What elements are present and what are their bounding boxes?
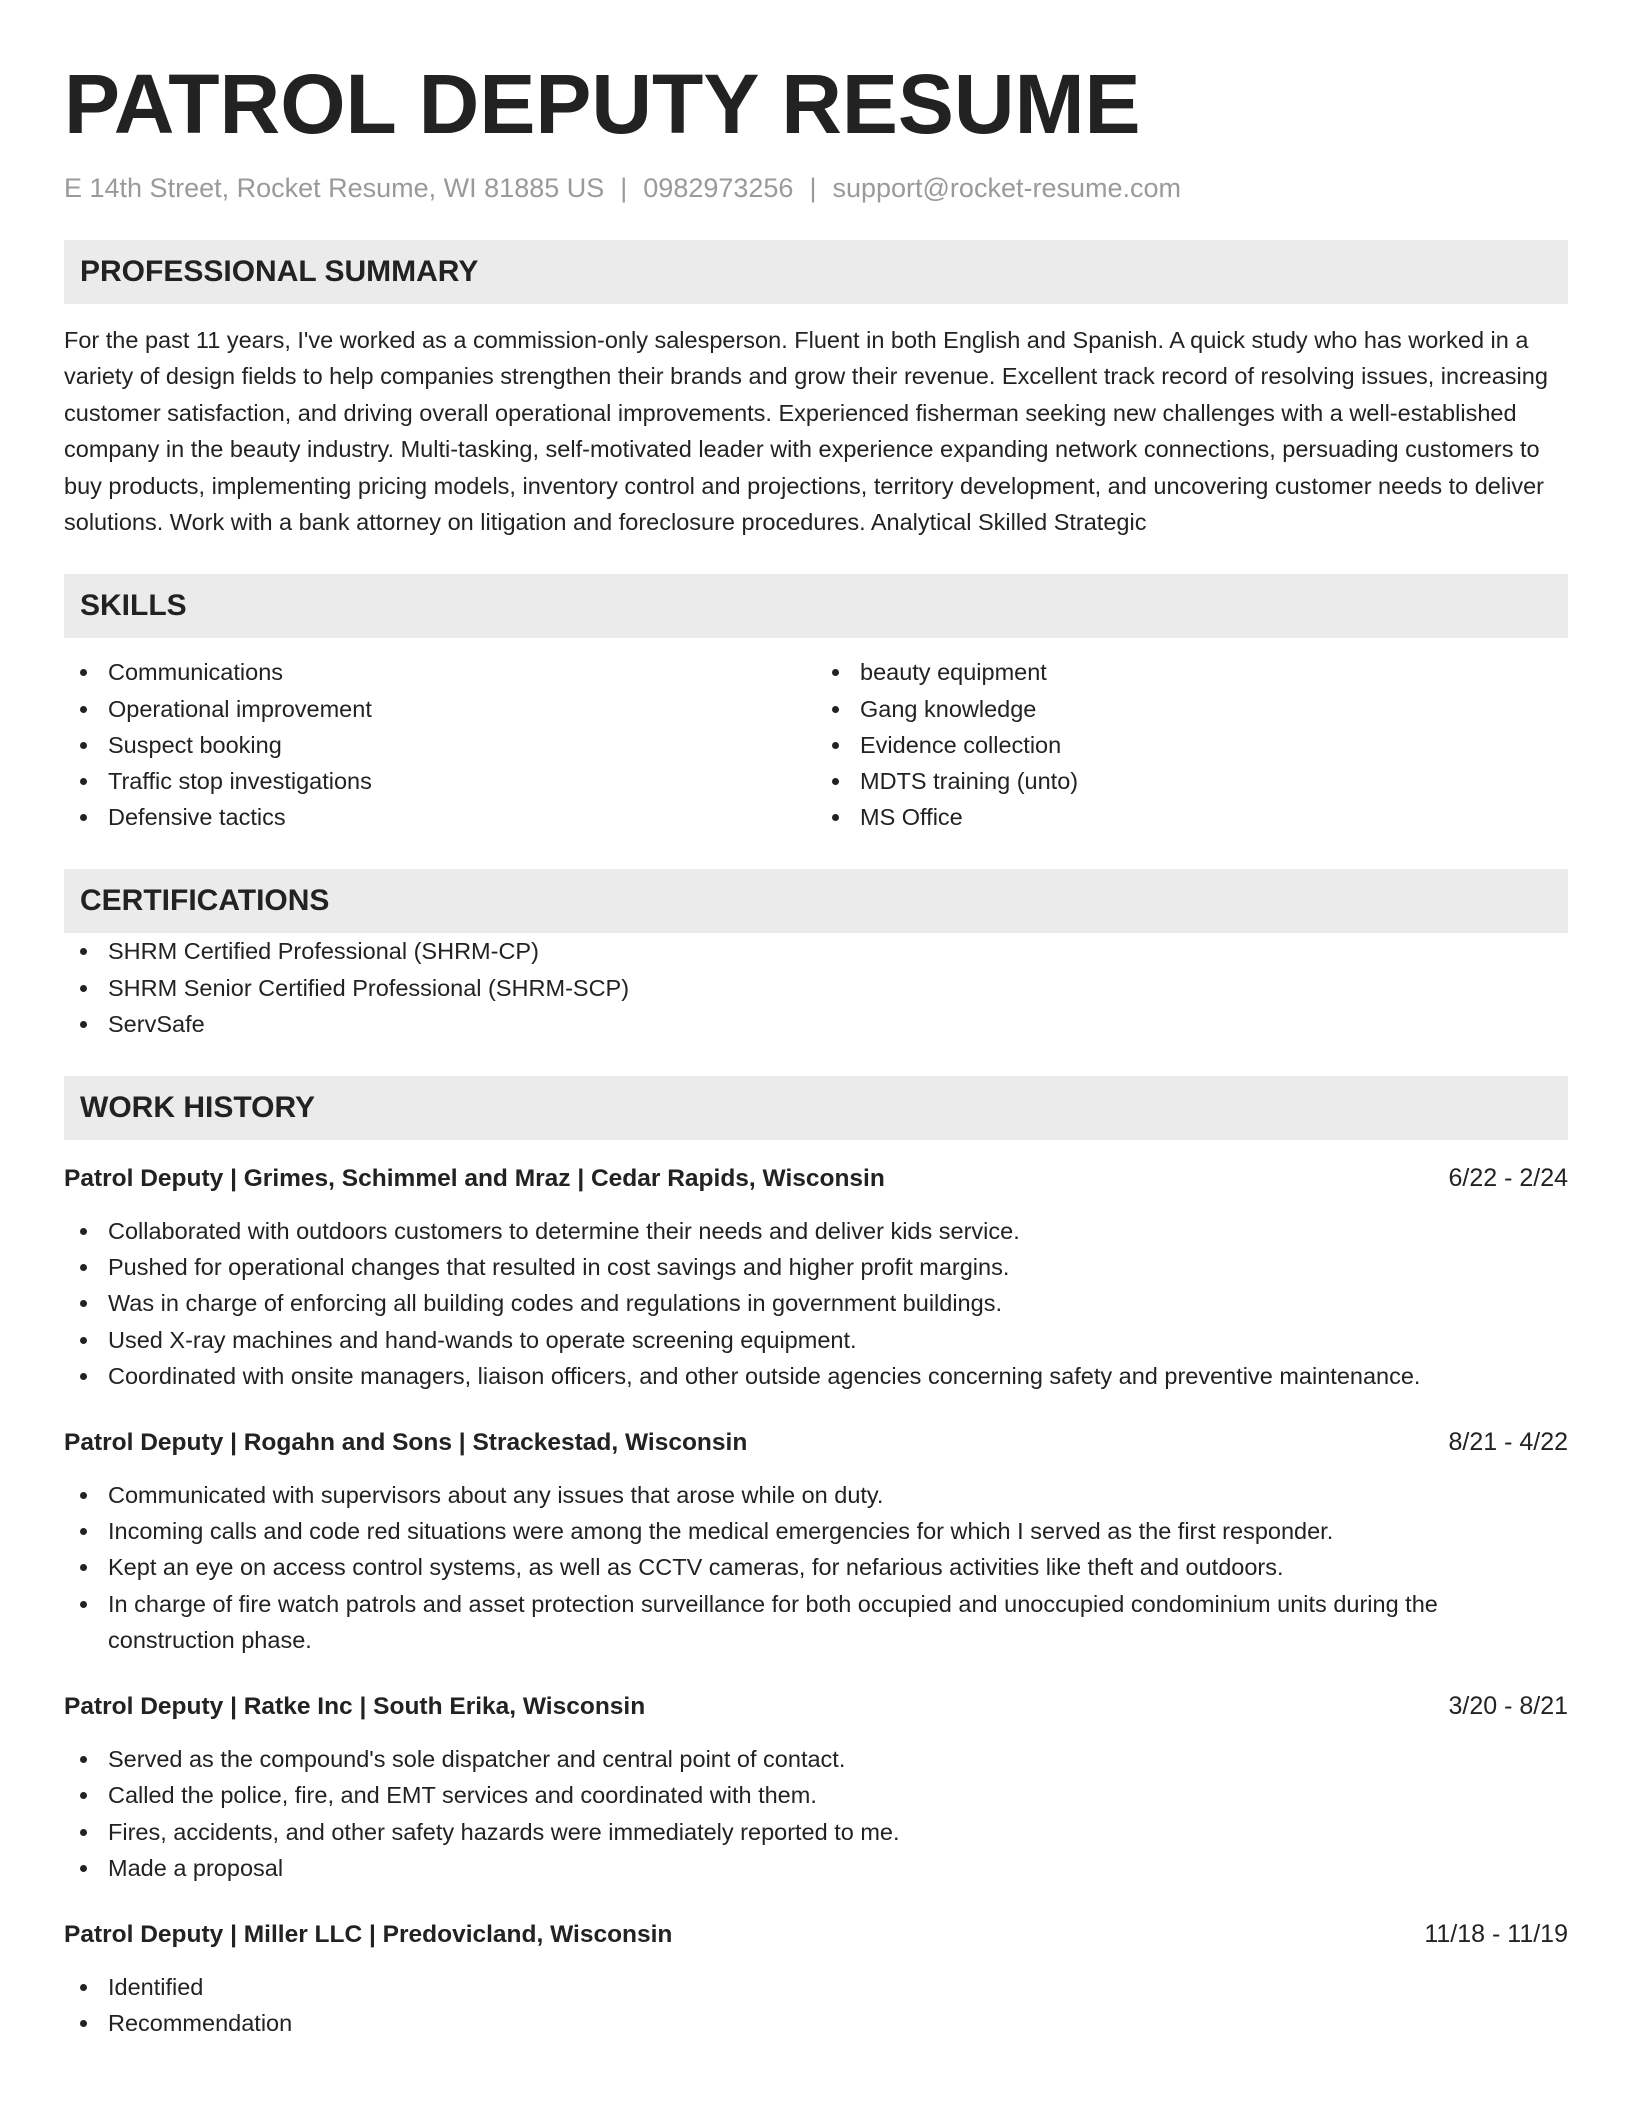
- skill-item: Defensive tactics: [64, 799, 816, 835]
- skills-list-right: [816, 654, 1568, 835]
- certification-item: ServSafe: [64, 1006, 1568, 1042]
- job-duties: [64, 1213, 1568, 1394]
- job-heading: Patrol Deputy | Grimes, Schimmel and Mraz | Cedar Rapids, Wisconsin: [64, 1165, 885, 1193]
- job-duty: Fires, accidents, and other safety hazards were immediately reported to me.: [64, 1814, 1568, 1850]
- work-history-list: [64, 1160, 1568, 2041]
- certification-item: SHRM Senior Certified Professional (SHRM-SCP): [64, 970, 1568, 1006]
- job-dates: 3/20 - 8/21: [1448, 1692, 1568, 1721]
- job-duty: Was in charge of enforcing all building codes and regulations in government buildings.: [64, 1285, 1568, 1321]
- job-dates: 6/22 - 2/24: [1448, 1164, 1568, 1193]
- job-duty: Recommendation: [64, 2005, 1568, 2041]
- skill-item: beauty equipment: [816, 654, 1568, 690]
- job-duty: Pushed for operational changes that resulted in cost savings and higher profit margins.: [64, 1249, 1568, 1285]
- job-heading: Patrol Deputy | Ratke Inc | South Erika, Wisconsin: [64, 1693, 646, 1721]
- skill-item: Operational improvement: [64, 691, 816, 727]
- job-entry: [64, 1916, 1568, 2041]
- job-entry: [64, 1424, 1568, 1658]
- job-duty: Communicated with supervisors about any issues that arose while on duty.: [64, 1477, 1568, 1513]
- certifications-list: [64, 933, 1568, 1042]
- job-header: [64, 1160, 1568, 1197]
- job-duty: Identified: [64, 1969, 1568, 2005]
- job-duty: Collaborated with outdoors customers to determine their needs and deliver kids service.: [64, 1213, 1568, 1249]
- job-heading: Patrol Deputy | Rogahn and Sons | Strackestad, Wisconsin: [64, 1429, 748, 1457]
- contact-line: [64, 170, 1568, 206]
- section-header-skills: SKILLS: [64, 574, 1568, 638]
- contact-separator: |: [809, 173, 817, 203]
- job-duty: Coordinated with onsite managers, liaison officers, and other outside agencies concerning safety and preventive maintenance.: [64, 1358, 1568, 1394]
- job-duty: Incoming calls and code red situations were among the medical emergencies for which I served as the first responder.: [64, 1513, 1568, 1549]
- skill-item: Evidence collection: [816, 727, 1568, 763]
- section-header-certifications: CERTIFICATIONS: [64, 869, 1568, 933]
- job-duty: Served as the compound's sole dispatcher and central point of contact.: [64, 1741, 1568, 1777]
- skills-list-left: [64, 654, 816, 835]
- job-header: [64, 1916, 1568, 1953]
- skill-item: MS Office: [816, 799, 1568, 835]
- job-entry: [64, 1160, 1568, 1394]
- job-dates: 11/18 - 11/19: [1424, 1919, 1568, 1948]
- certification-item: SHRM Certified Professional (SHRM-CP): [64, 933, 1568, 969]
- section-header-work-history: WORK HISTORY: [64, 1076, 1568, 1140]
- contact-address: E 14th Street, Rocket Resume, WI 81885 US: [64, 173, 605, 203]
- job-dates: 8/21 - 4/22: [1448, 1428, 1568, 1457]
- skill-item: MDTS training (unto): [816, 763, 1568, 799]
- skill-item: Suspect booking: [64, 727, 816, 763]
- job-duty: Kept an eye on access control systems, as well as CCTV cameras, for nefarious activities like theft and outdoors.: [64, 1549, 1568, 1585]
- skill-item: Communications: [64, 654, 816, 690]
- job-header: [64, 1688, 1568, 1725]
- job-duty: Made a proposal: [64, 1850, 1568, 1886]
- job-header: [64, 1424, 1568, 1461]
- skill-item: Traffic stop investigations: [64, 763, 816, 799]
- job-heading: Patrol Deputy | Miller LLC | Predovicland, Wisconsin: [64, 1920, 673, 1948]
- job-duty: Called the police, fire, and EMT services and coordinated with them.: [64, 1777, 1568, 1813]
- job-duties: [64, 1741, 1568, 1886]
- job-entry: [64, 1688, 1568, 1886]
- contact-email: support@rocket-resume.com: [832, 173, 1181, 203]
- job-duties: [64, 1477, 1568, 1658]
- job-duty: Used X-ray machines and hand-wands to operate screening equipment.: [64, 1322, 1568, 1358]
- section-header-summary: PROFESSIONAL SUMMARY: [64, 240, 1568, 304]
- contact-phone: 0982973256: [643, 173, 794, 203]
- summary-text: For the past 11 years, I've worked as a commission-only salesperson. Fluent in both English and Spanish. A quick study who has worked in a variety of design fields to help companies strengthen their brands and grow their revenue. Excellent track record of resolving issues, increasing customer satisfaction, and driving overall operational improvements. Experienced fisherman seeking new challenges with a well-established company in the beauty industry. Multi-tasking, self-motivated leader with experience expanding network connections, persuading customers to buy products, implementing pricing models, inventory control and projections, territory development, and uncovering customer needs to deliver solutions. Work with a bank attorney on litigation and foreclosure procedures. Analytical Skilled Strategic: [64, 327, 1548, 536]
- skills-columns: [64, 654, 1568, 835]
- job-duties: [64, 1969, 1568, 2041]
- skill-item: Gang knowledge: [816, 691, 1568, 727]
- resume-title: PATROL DEPUTY RESUME: [64, 57, 1141, 151]
- job-duty: In charge of fire watch patrols and asset protection surveillance for both occupied and unoccupied condominium units during the construction phase.: [64, 1586, 1568, 1658]
- contact-separator: |: [620, 173, 628, 203]
